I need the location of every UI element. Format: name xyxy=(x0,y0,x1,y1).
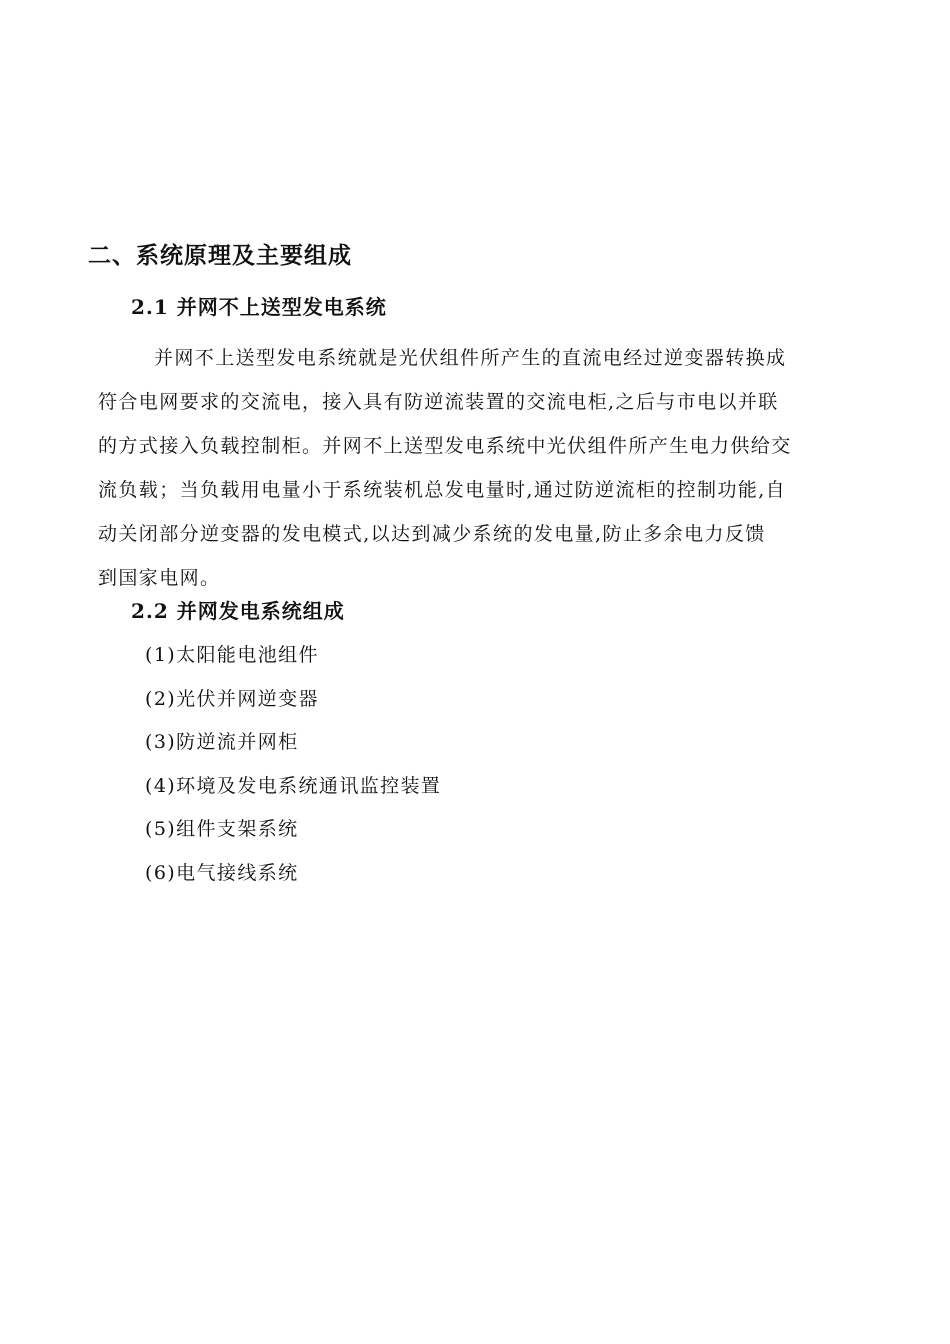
list-item: (2)光伏并网逆变器 xyxy=(145,687,319,710)
list-item: (1)太阳能电池组件 xyxy=(145,644,319,666)
subsection-title-2-2: 2.2 并网发电系统组成 xyxy=(131,599,345,623)
section-title: 二、系统原理及主要组成 xyxy=(88,242,352,269)
subsection-title-2-1: 2.1 并网不上送型发电系统 xyxy=(131,295,387,319)
paragraph-line: 流负载；当负载用电量小于系统装机总发电量时,通过防逆流柜的控制功能,自 xyxy=(98,479,787,501)
list-item: (3)防逆流并网柜 xyxy=(145,731,299,753)
paragraph-grid-connected-system xyxy=(98,336,858,600)
list-item: (6)电气接线系统 xyxy=(145,861,299,884)
system-components-list xyxy=(145,640,441,901)
list-item: (5)组件支架系统 xyxy=(145,818,299,840)
paragraph-line: 符合电网要求的交流电，接入具有防逆流装置的交流电柜,之后与市电以并联 xyxy=(98,391,779,413)
paragraph-line: 的方式接入负载控制柜。并网不上送型发电系统中光伏组件所产生电力供给交 xyxy=(98,435,792,457)
paragraph-line: 到国家电网。 xyxy=(98,567,221,589)
paragraph-line: 并网不上送型发电系统就是光伏组件所产生的直流电经过逆变器转换成 xyxy=(154,347,787,369)
paragraph-line: 动关闭部分逆变器的发电模式,以达到减少系统的发电量,防止多余电力反馈 xyxy=(98,523,766,545)
list-item: (4)环境及发电系统通讯监控装置 xyxy=(145,774,442,797)
